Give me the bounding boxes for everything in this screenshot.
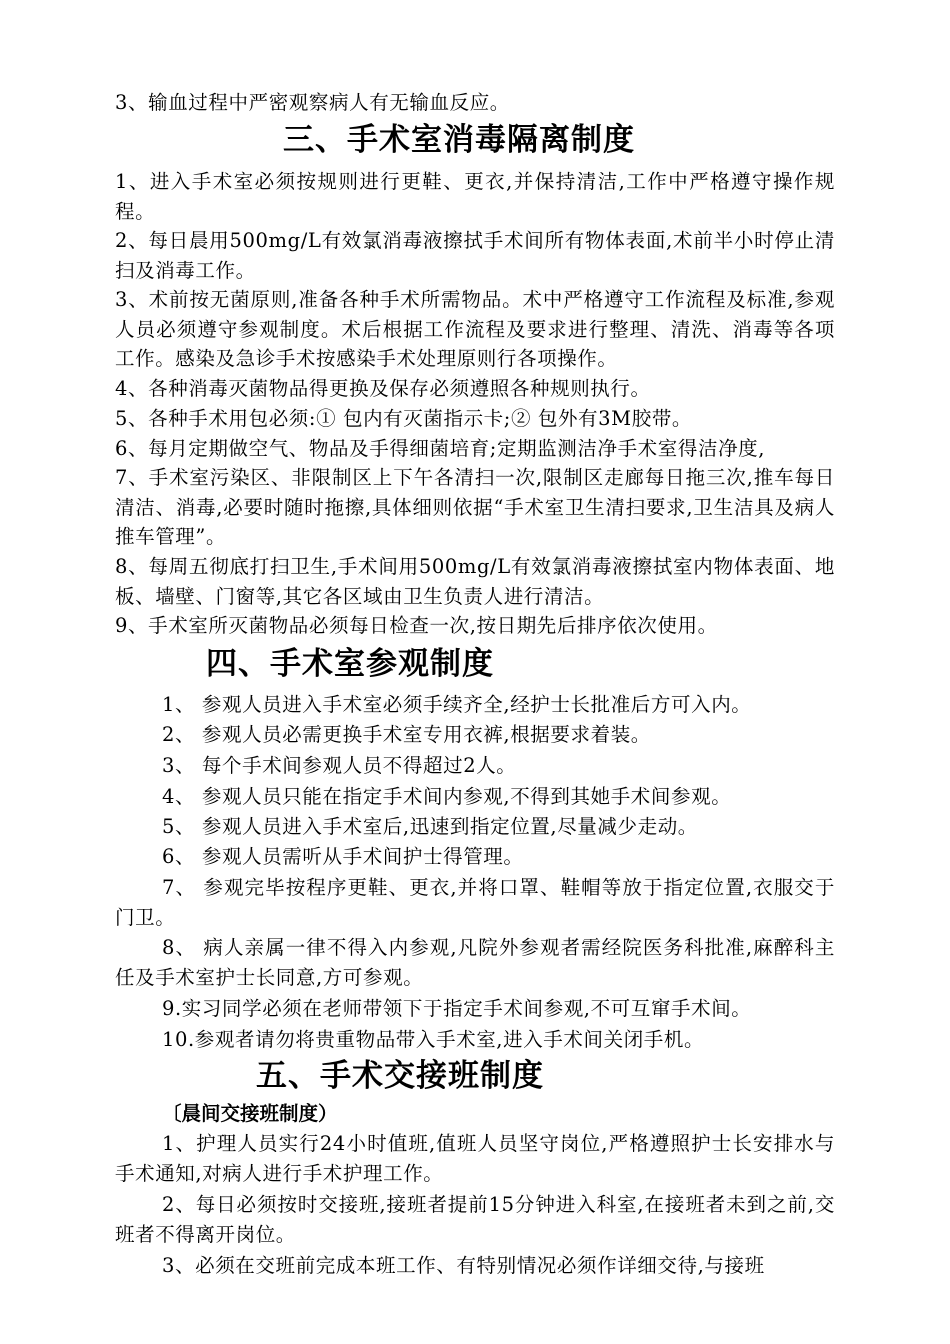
- disinfection-item-4: 4、各种消毒灭菌物品得更换及保存必须遵照各种规则执行。: [115, 377, 651, 400]
- disinfection-item-2: 2、每日晨用500mg/L有效氯消毒液擦拭手术间所有物体表面,术前半小时停止清扫及消毒工作。: [115, 229, 835, 282]
- handover-item-1: 1、护理人员实行24小时值班,值班人员坚守岗位,严格遵照护士长安排水与手术通知,对病人进行手术护理工作。: [115, 1132, 835, 1185]
- disinfection-item-7: 7、手术室污染区、非限制区上下午各清扫一次,限制区走廊每日拖三次,推车每日清洁、消毒,必要时随时拖擦,具体细则依据“手术室卫生清扫要求,卫生洁具及病人推车管理”。: [115, 466, 835, 548]
- visiting-item-7: 7、 参观完毕按程序更鞋、更衣,并将口罩、鞋帽等放于指定位置,衣服交于门卫。: [115, 876, 835, 929]
- handover-item-3: 3、必须在交班前完成本班工作、有特别情况必须作详细交待,与接班: [162, 1254, 765, 1277]
- visiting-item-8: 8、 病人亲属一律不得入内参观,凡院外参观者需经院医务科批准,麻醉科主任及手术室护士长同意,方可参观。: [115, 936, 835, 989]
- visiting-item-10: 10.参观者请勿将贵重物品带入手术室,进入手术间关闭手机。: [162, 1028, 705, 1051]
- visiting-item-4: 4、 参观人员只能在指定手术间内参观,不得到其她手术间参观。: [162, 785, 732, 808]
- disinfection-item-9: 9、手术室所灭菌物品必须每日检查一次,按日期先后排序依次使用。: [115, 614, 718, 637]
- visiting-item-5: 5、 参观人员进入手术室后,迅速到指定位置,尽量减少走动。: [162, 815, 698, 838]
- visiting-item-1: 1、 参观人员进入手术室必须手续齐全,经护士长批准后方可入内。: [162, 693, 752, 716]
- section-title-disinfection: 三、手术室消毒隔离制度: [283, 122, 635, 158]
- disinfection-item-1: 1、进入手术室必须按规则进行更鞋、更衣,并保持清洁,工作中严格遵守操作规程。: [115, 170, 835, 223]
- paragraph-transfusion-3: 3、输血过程中严密观察病人有无输血反应。: [115, 91, 510, 114]
- section-title-visiting: 四、手术室参观制度: [206, 646, 494, 682]
- disinfection-item-8: 8、每周五彻底打扫卫生,手术间用500mg/L有效氯消毒液擦拭室内物体表面、地板、墙壁、门窗等,其它各区域由卫生负责人进行清洁。: [115, 555, 835, 608]
- handover-item-2: 2、每日必须按时交接班,接班者提前15分钟进入科室,在接班者未到之前,交班者不得离开岗位。: [115, 1193, 835, 1246]
- disinfection-item-6: 6、每月定期做空气、物品及手得细菌培育;定期监测洁净手术室得洁净度,: [115, 437, 766, 460]
- visiting-item-9: 9.实习同学必须在老师带领下于指定手术间参观,不可互窜手术间。: [162, 997, 752, 1020]
- section-title-handover: 五、手术交接班制度: [256, 1058, 544, 1094]
- visiting-item-6: 6、 参观人员需听从手术间护士得管理。: [162, 845, 524, 868]
- visiting-item-2: 2、 参观人员必需更换手术室专用衣裤,根据要求着装。: [162, 723, 651, 746]
- visiting-item-3: 3、 每个手术间参观人员不得超过2人。: [162, 754, 517, 777]
- disinfection-item-3: 3、术前按无菌原则,准备各种手术所需物品。术中严格遵守工作流程及标准,参观人员必须遵守参观制度。术后根据工作流程及要求进行整理、清洗、消毒等各项工作。感染及急诊手术按感染手术处理原则行各项操作。: [115, 288, 835, 370]
- handover-subtitle: 〔晨间交接班制度）: [162, 1102, 338, 1125]
- disinfection-item-5: 5、各种手术用包必须:① 包内有灭菌指示卡;② 包外有3M胶带。: [115, 407, 693, 430]
